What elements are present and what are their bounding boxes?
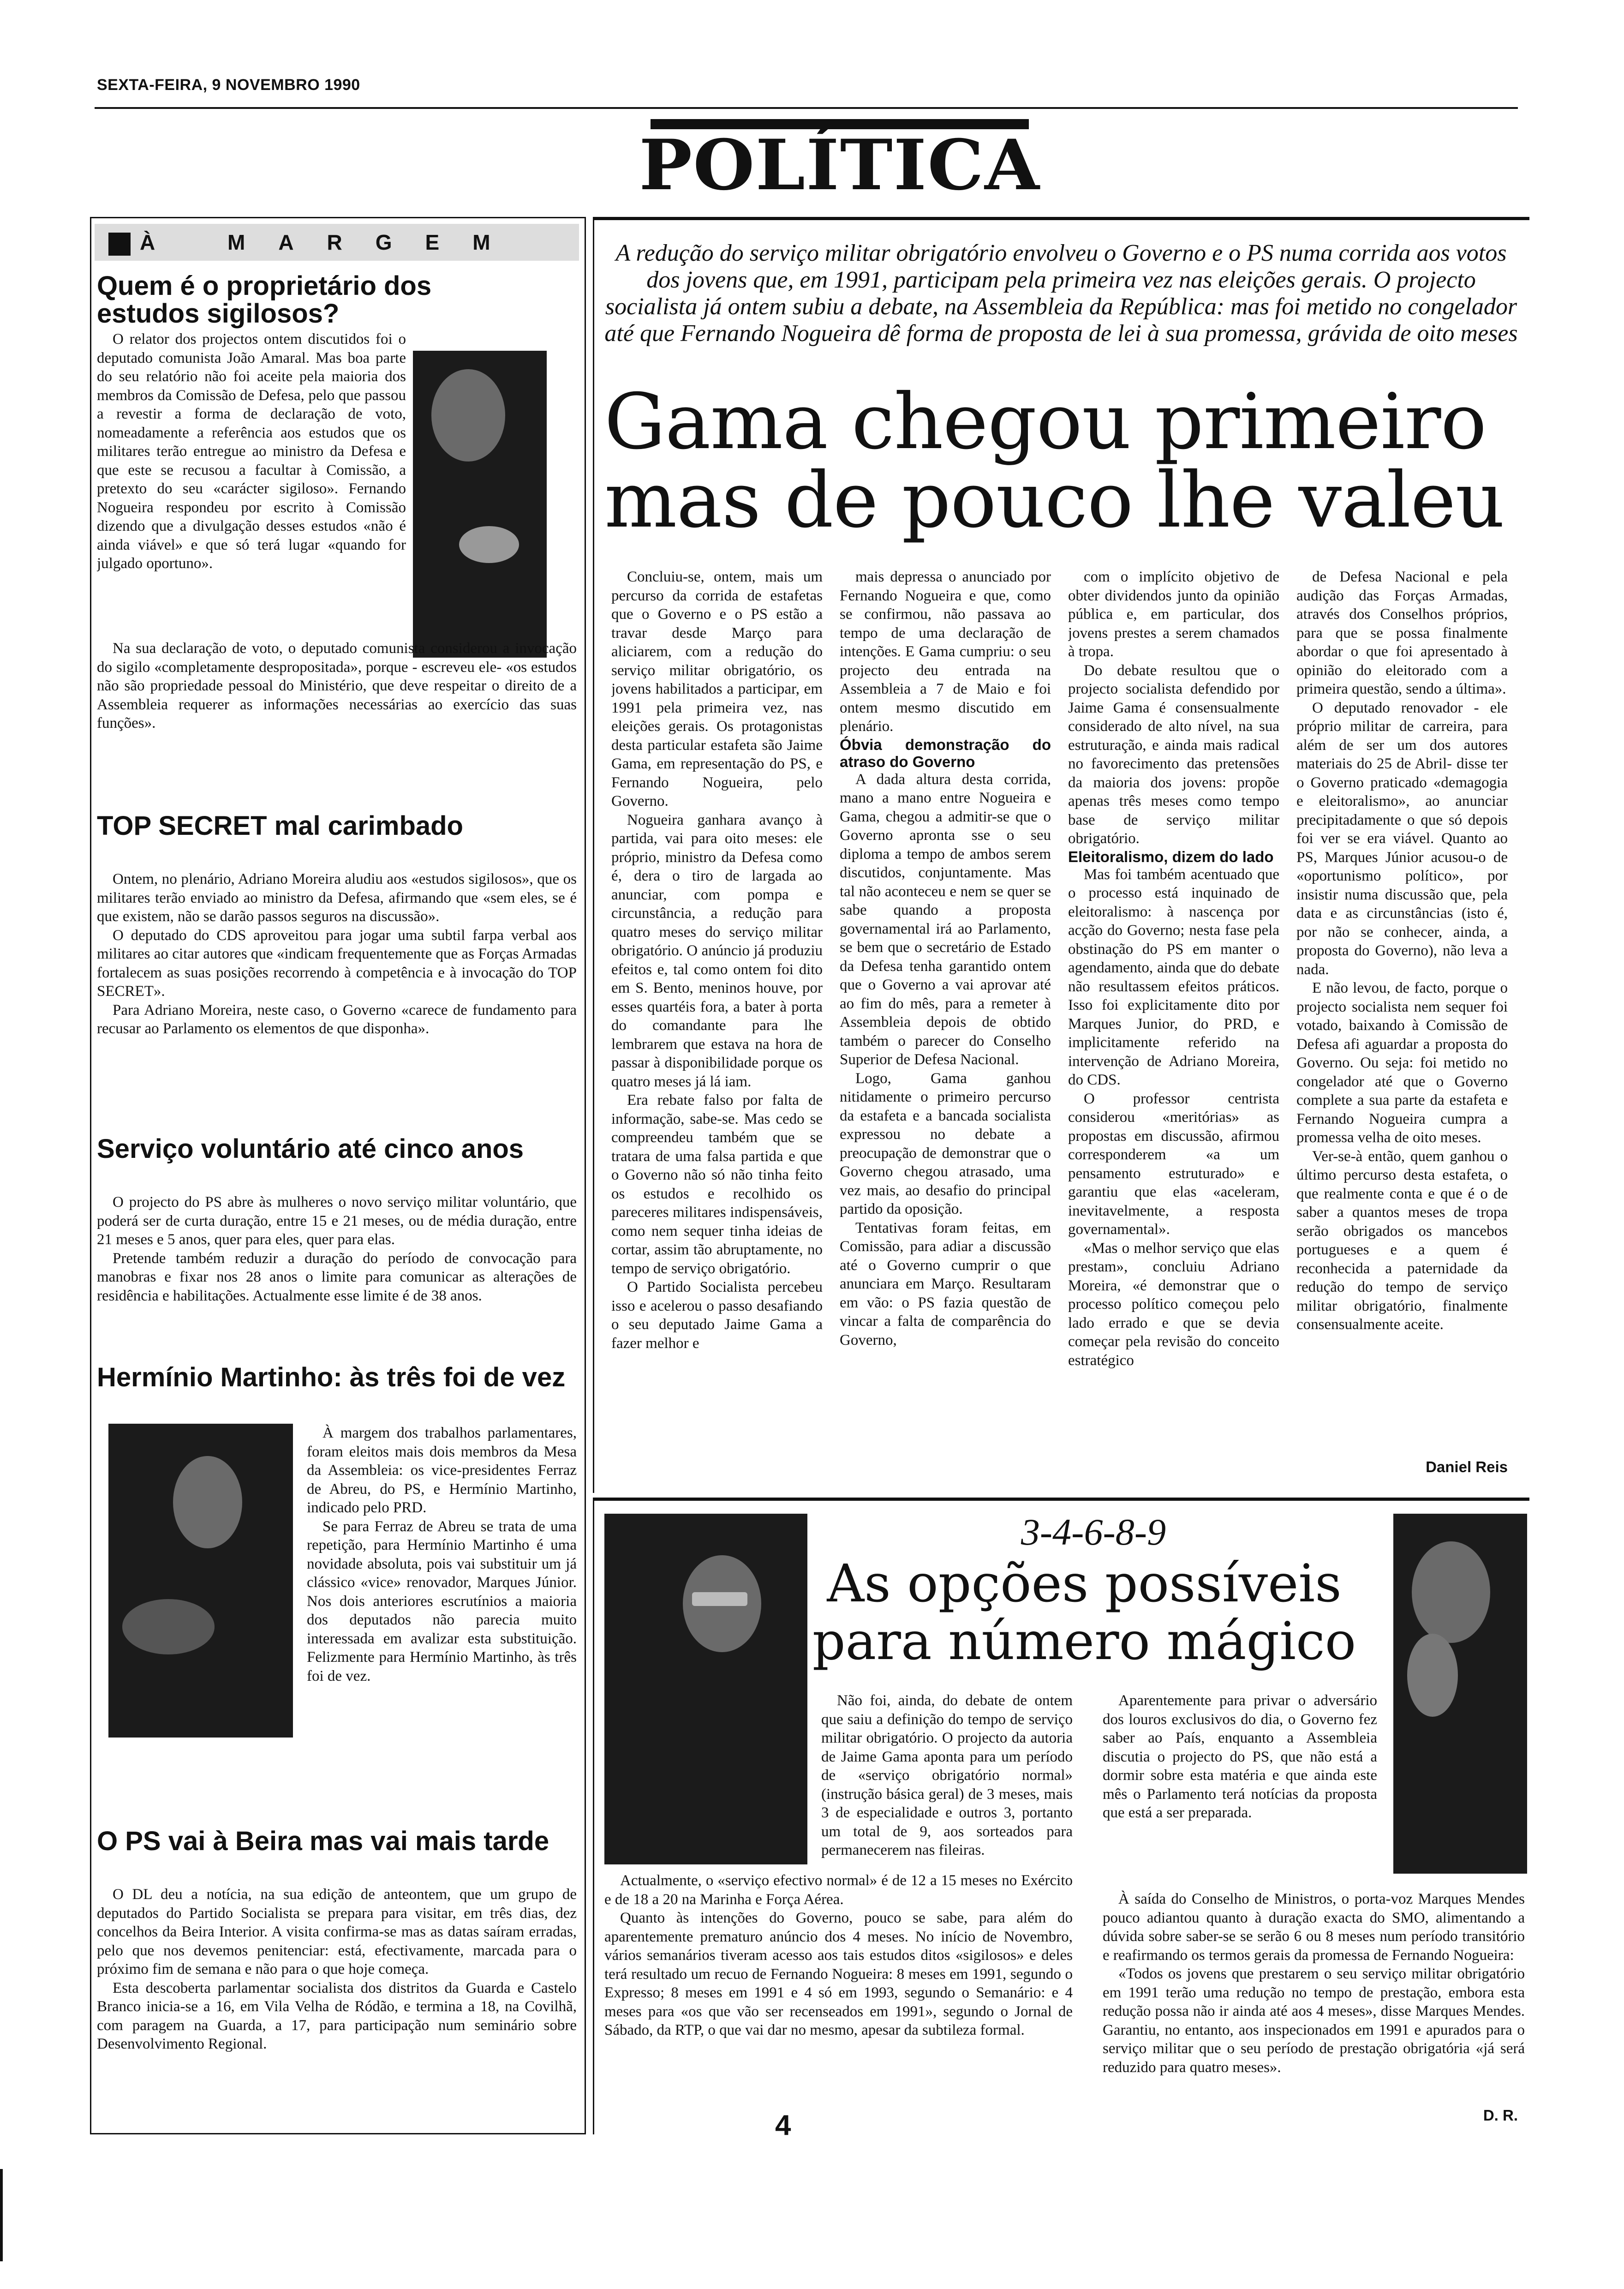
- second-col-1a: Não foi, ainda, do debate de ontem que saiu a definição do tempo de serviço militar obrigatório. O projecto da autoria de Jaime Gama aponta para um período de «serviço obrigatório normal» (instrução básica geral) de 3 meses, mais 3 de especialidade e outros 3, portanto um total de 9, aos sorteados para permanecerem nas fileiras.: [821, 1692, 1073, 1858]
- subhead-eleitoralismo: Eleitoralismo, dizem do lado: [1068, 848, 1274, 865]
- section-title: POLÍTICA: [639, 125, 1040, 206]
- main-col-3: com o implícito objetivo de obter dividendos junto da opinião pública e, em particular, dos jovens prestes a serem chamados à tropa. Do debate resultou que o projecto socialista defendido por Jaime Gama é consensualmente considerado de alto nível, na sua estruturação, e ainda mais radical no favorecimento das pretensões da maioria dos jovens: propõe apenas três meses como tempo base de serviço militar obrigatório. Eleitoralismo, dizem do lado Mas foi também acentuado que o processo está inquinado de eleitoralismo: à nascença por acção do Governo; nesta fase pela obstinação do PS em manter o agendamento, ainda que do debate não resultassem efeitos práticos. Isso foi explicitamente dito por Marques Junior, do PRD, e implicitamente referido na intervenção de Adriano Moreira, do CDS. O professor centrista considerou «meritórias» as propostas em discussão, afirmou corresponderem «a um pensamento estruturado» e garantiu que elas «aceleram, inevitavelmente, a resposta governamental». «Mas o melhor serviço que elas prestam», concluiu Adriano Moreira, «é demonstrar que o processo político começou pelo lado errado e que se devia começar pela revisão do conceito estratégico: [1068, 569, 1279, 1369]
- sidebar-text-2: Ontem, no plenário, Adriano Moreira aludiu aos «estudos sigilosos», que os militares terão enviado ao ministro da Defesa, afirmando que «sem eles, se é que existem, não se darão passos seguros na discussão». O deputado do CDS aproveitou para jogar uma subtil farpa verbal aos militares ao citar autores que «indicam frequentemente que as Forças Armadas fortalecem as suas posições recorrendo à competência e à invocação do TOP SECRET». Para Adriano Moreira, neste caso, o Governo «carece de fundamento para recusar ao Parlamento os elementos de que disponha».: [97, 871, 577, 1037]
- portrait-photo-1: [413, 351, 547, 658]
- label-prefix: À: [140, 230, 189, 254]
- dateline: SEXTA-FEIRA, 9 NOVEMBRO 1990: [97, 76, 360, 94]
- top-rule: [95, 107, 1518, 109]
- sidebar-label: [95, 224, 579, 261]
- main-col-1: Concluiu-se, ontem, mais um percurso da corrida de estafetas que o Governo e o PS estão a travar desde Março para aliciarem, com a redução do serviço militar obrigatório, os jovens habilitados a participar, em 1991 pela primeira vez, nas eleições gerais. Os protagonistas desta particular estafeta são Jaime Gama, em representação do PS, e Fernando Nogueira, pelo Governo. Nogueira ganhara avanço à partida, vai para oito meses: ele próprio, ministro da Defesa como é, dera o tiro de largada ao anunciar, com pompa e circunstância, a redução para quatro meses do serviço militar obrigatório. O anúncio já produziu efeitos e, tal como ontem foi dito em S. Bento, meninos houve, por esses quartéis fora, a bater à porta do comandante para lhe lembrarem que estava na hora de passar à disponibilidade porque os quatro meses já lá iam. Era rebate falso por falta de informação, sabe-se. Mas cedo se compreendeu também que se tratara de uma falsa partida e que o Governo não só não tinha feito os estudos e recolhido os pareceres militares indispensáveis, como nem sequer tinha ideias de cortar, assim tão abruptamente, no tempo de serviço obrigatório. O Partido Socialista percebeu isso e acelerou o passo desafiando o seu deputado Jaime Gama a fazer melhor e: [611, 569, 823, 1352]
- second-col-1b: Actualmente, o «serviço efectivo normal» é de 12 a 15 meses no Exército e de 18 a 20 na Marinha e Força Aérea. Quanto às intenções do Governo, pouco se sabe, para além do aparentemente prematuro anúncio dos 4 meses. No início de Novembro, vários semanários tiveram acesso aos tais estudos ditos «sigilosos» e deles terá resultado um recuo de Fernando Nogueira: 8 meses em 1991, segundo o Expresso; 8 meses em 1991 e 4 só em 1993, segundo o Semanário: e 4 meses para «os que vão ser recenseados em 1991», segundo o Jornal de Sábado, da RTP, o que vai dar no mesmo, apesar da subtileza formal.: [604, 1872, 1073, 2038]
- sidebar-text-1a: O relator dos projectos ontem discutidos foi o deputado comunista João Amaral. Mas boa parte do seu relatório não foi aceite pela maioria dos membros da Comissão de Defesa, pelo que passou a revestir a forma de declaração de voto, nomeadamente a referência aos estudos que os militares terão entregue ao ministro da Defesa e que este se recusou a facultar à Comissão, a pretexto do seu «carácter sigiloso». Fernando Nogueira respondeu por escrito à Comissão dizendo que a divulgação desses estudos «não é ainda viável» e que só terá lugar «quando for julgado oportuno».: [97, 331, 406, 572]
- page-number: 4: [775, 2109, 791, 2141]
- main-headline-line2: mas de pouco lhe valeu: [604, 456, 1505, 545]
- sidebar-title-5: O PS vai à Beira mas vai mais tarde: [97, 1826, 549, 1856]
- sidebar-text-3: O projecto do PS abre às mulheres o novo serviço militar voluntário, que poderá ser de curta duração, entre 15 e 21 meses, ou de média duração, entre 21 meses e 5 anos, quer para eles, quer para elas. Pretende também reduzir a duração do período de convocação para manobras e fixar nos 28 anos o limite para comunicar as alterações de residência e habilitações. Actualmente esse limite é de 38 anos.: [97, 1194, 577, 1304]
- main-col-4: de Defesa Nacional e pela audição das Forças Armadas, através dos Conselhos próprios, para que se possa finalmente abordar o que foi apresentado à opinião do eleitorado com a primeira questão, sendo a última». O deputado renovador - ele próprio militar de carreira, para além de ser um dos autores materiais do 25 de Abril- disse ter o Governo praticado «demagogia e eleitoralismo», ao anunciar precipitadamente o que só depois foi ver se era viável. Quanto ao PS, Marques Júnior acusou-o de «oportunismo político», por insistir numa discussão que, pela data e as circunstâncias (isto é, por não se conhecer, ainda, a proposta do Governo), não leva a nada. E não levou, de facto, porque o projecto socialista nem sequer foi votado, baixando à Comissão de Defesa afi aguardar a proposta do Governo. Ou seja: foi metido no congelador até que o Governo complete a sua parte da estafeta e Fernando Nogueira cumpra a promessa velha de oito meses. Ver-se-à então, quem ganhou o último percurso desta estafeta, o que realmente conta e que é o de saber a quantos meses de tropa serão obrigados os mancebos portugueses e a quem é reconhecida a paternidade da redução do tempo de serviço militar obrigatório, finalmente consensualmente aceite.: [1296, 569, 1508, 1333]
- edge-mark: [0, 2169, 3, 2261]
- second-col-2b: À saída do Conselho de Ministros, o porta-voz Marques Mendes pouco adiantou quanto à duração exacta do SMO, alimentando a dúvida sobre saber-se se serão 6 ou 8 meses num período transitório e reafirmando os termos gerais da promessa de Fernando Nogueira: «Todos os jovens que prestarem o seu serviço militar obrigatório em 1991 terão uma redução no tempo de prestação, embora esta redução possa não ir ainda até aos 4 meses», disse Marques Mendes. Garantiu, no entanto, aos inspecionados em 1991 e apurados para o serviço militar que o seu período de prestação obrigatória «já será reduzido para quatro meses».: [1103, 1891, 1525, 2076]
- sidebar-title-3: Serviço voluntário até cinco anos: [97, 1134, 524, 1164]
- second-headline-line1: As opções possíveis: [827, 1554, 1342, 1614]
- label-word: MARGEM: [227, 230, 524, 254]
- sidebar-title-1: Quem é o proprietário dos estudos sigilosos?: [97, 271, 432, 329]
- photo-nogueira: [1393, 1514, 1527, 1874]
- second-kicker: 3-4-6-8-9: [1021, 1511, 1166, 1553]
- main-col-2: mais depressa o anunciado por Fernando Nogueira e que, como se confirmou, não passava ao tempo de uma declaração de intenções. E Gama cumpriu: o seu projecto deu entrada na Assembleia a 7 de Maio e foi ontem mesmo discutido em plenário. Óbvia demonstração do atraso do Governo A dada altura desta corrida, mano a mano entre Nogueira e Gama, chegou a admitir-se que o Governo apronta sse o seu diploma a tempo de ambos serem discutidos, conjuntamente. Mas tal não aconteceu e nem se quer se sabe quando a proposta governamental irá ao Parlamento, se bem que o secretário de Estado da Defesa tenha garantido ontem que o Governo a vai aprovar até ao fim do mês, para a remeter à Assembleia depois de obtido também o parecer do Conselho Superior de Defesa Nacional. Logo, Gama ganhou nitidamente o primeiro percurso da estafeta e a bancada socialista expressou no debate a preocupação de demonstrar que o Governo chegou atrasado, uma vez mais, ao desafio do principal partido da oposição. Tentativas foram feitas, em Comissão, para adiar a discussão até o Governo cumprir o que anunciara em Março. Resultaram em vão: o PS fazia questão de vincar a falta de comparência do Governo,: [840, 569, 1051, 1348]
- second-headline: [784, 1555, 1384, 1671]
- photo-gama: [604, 1514, 807, 1864]
- portrait-photo-herminio: [108, 1424, 293, 1738]
- main-deck: A redução do serviço militar obrigatório envolveu o Governo e o PS numa corrida aos votos dos jovens que, em 1991, participam pela primeira vez nas eleições gerais. O projecto socialista já ontem subiu a debate, na Assembleia da República: mas foi metido no congelador até que Fernando Nogueira dê forma de proposta de lei à sua promessa, grávida de oito meses: [604, 240, 1518, 347]
- second-col-2a: Aparentemente para privar o adversário dos louros exclusivos do dia, o Governo fez saber ao País, enquanto a Assembleia discutia o projecto do PS, que não está a dormir sobre esta matéria e que ainda este mês o Parlamento terá notícias da proposta que está a ser preparada.: [1103, 1692, 1377, 1821]
- square-icon: [108, 233, 131, 256]
- main-headline: [604, 378, 1527, 545]
- second-byline: D. R.: [1483, 2107, 1518, 2124]
- main-byline: Daniel Reis: [1426, 1458, 1508, 1475]
- sidebar-text-4: À margem dos trabalhos parlamentares, foram eleitos mais dois membros da Mesa da Assembleia: os vice-presidentes Ferraz de Abreu, do PS, e Hermínio Martinho, indicado pelo PRD. Se para Ferraz de Abreu se trata de uma repetição, para Hermínio Martinho é uma novidade absoluta, pois vai substituir um já clássico «vice» renovador, Marques Júnior. Nos dois anteriores escrutínios a maioria dos deputados não parecia muito interessada em avalizar esta substituição. Felizmente para Hermínio Martinho, às três foi de vez.: [307, 1425, 577, 1684]
- main-headline-line1: Gama chegou primeiro: [604, 378, 1487, 467]
- sidebar-text-5: O DL deu a notícia, na sua edição de anteontem, que um grupo de deputados do Partido Socialista se prepara para visitar, em três dias, dez concelhos da Beira Interior. A visita confirma-se mas as datas saíram erradas, pelo que nos devemos penitenciar: está, efectivamente, marcada para o próximo fim de semana e não para o que hoje começa. Esta descoberta parlamentar socialista dos distritos da Guarda e Castelo Branco inicia-se a 16, em Vila Velha de Ródão, e termina a 18, na Covilhã, com paragem na Guarda, a 17, para participação num seminário sobre Desenvolvimento Regional.: [97, 1886, 577, 2052]
- sidebar-title-2: TOP SECRET mal carimbado: [97, 811, 463, 841]
- sidebar-title-4: Hermínio Martinho: às três foi de vez: [97, 1362, 566, 1392]
- subhead-obvia: Óbvia demonstração do atraso do Governo: [840, 736, 1051, 770]
- sidebar-text-1b: Na sua declaração de voto, o deputado comunista considerou a invocação do sigilo «completamente despropositada», porque - escreveu ele- «os estudos não são propriedade pessoal do Ministério, que deve respeitar o direito de a Assembleia requerer as informações necessárias ao exercício das suas funções».: [97, 640, 577, 731]
- second-headline-line2: para número mágico: [812, 1612, 1356, 1672]
